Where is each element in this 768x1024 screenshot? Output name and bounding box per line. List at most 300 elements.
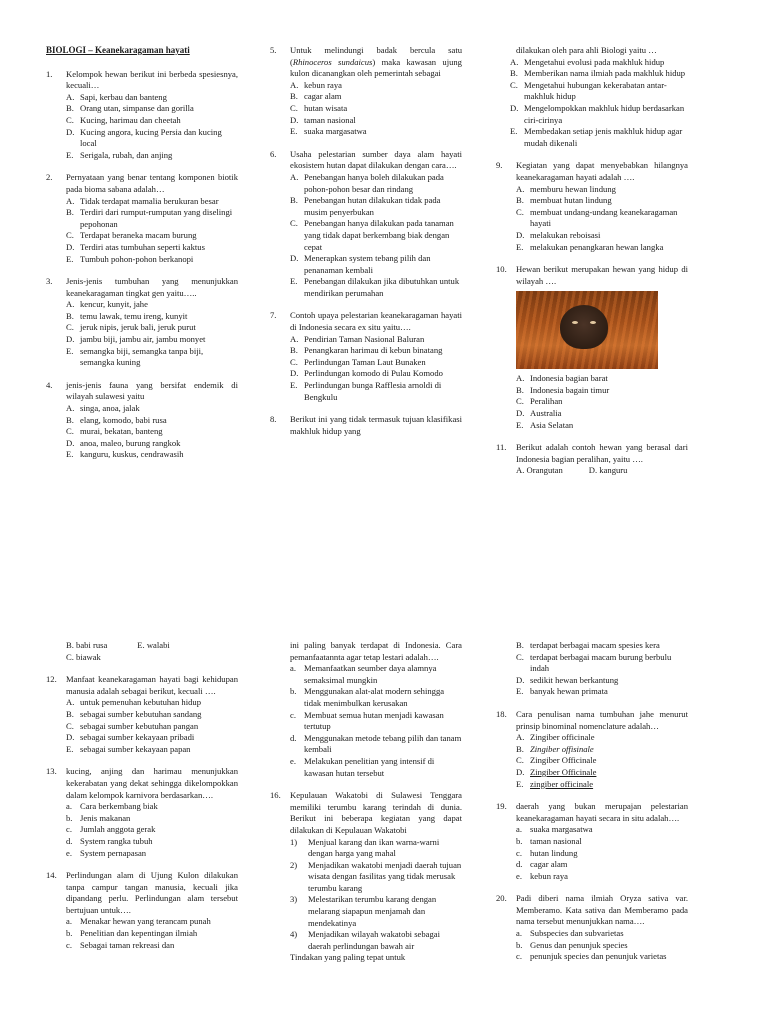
option-text: Genus dan penunjuk species <box>530 939 628 950</box>
option[interactable] <box>516 408 688 420</box>
option-text: Kucing angora, kucing Persia dan kucing local <box>80 126 222 149</box>
option[interactable] <box>516 230 688 242</box>
option-letter: A. <box>290 79 299 90</box>
option-letter: D. <box>66 334 75 345</box>
option-text: jambu biji, jambu air, jambu monyet <box>80 334 206 345</box>
option-text: penunjuk species dan penunjuk varietas <box>530 951 667 962</box>
option-letter: B. <box>66 207 74 218</box>
question-text: Kegiatan yang dapat menyebabkan hilangnya keanekaragaman hayati adalah …. <box>516 160 688 182</box>
option[interactable] <box>516 396 688 408</box>
statement-number: 3) <box>290 894 298 905</box>
option-text: Menerapkan system tebang pilih dan penanaman kembali <box>304 253 431 275</box>
question-text: Hewan berikut merupakan hewan yang hidup di wilayah …. <box>516 264 688 286</box>
question-text: jenis-jenis fauna yang bersifat endemik di wilayah sulawesi yaitu <box>66 379 238 402</box>
column-1-bottom <box>46 640 238 962</box>
option-letter: E. <box>66 253 74 264</box>
option[interactable] <box>510 126 688 149</box>
option[interactable] <box>290 172 462 195</box>
option-text: Membuat semua hutan menjadi kawasan tertutup <box>304 709 444 732</box>
option-text: Peralihan <box>530 396 563 407</box>
question-text-part: ) maka kawasan ujung kulon dicanangkan oleh pemerintah sebagai <box>290 56 462 79</box>
option[interactable] <box>66 940 238 952</box>
question-20 <box>496 893 688 963</box>
option-letter: C. <box>66 720 74 731</box>
question-text: Jenis-jenis tumbuhan yang menunjukkan keanekaragaman tingkat gen yaitu….. <box>66 276 238 298</box>
question-text: Berikut ini yang tidak termasuk tujuan klasifikasi makhluk hidup yang <box>290 414 462 436</box>
option-letter: E. <box>66 449 74 460</box>
option[interactable] <box>290 334 462 346</box>
option-text: Terdapat beraneka macam burung <box>80 230 197 241</box>
option-text: Kucing, harimau dan cheetah <box>80 114 181 125</box>
question-9 <box>496 160 688 253</box>
option-letter: A. <box>516 373 525 384</box>
option[interactable] <box>290 368 462 380</box>
option-text: Zingiber Officinale <box>530 755 597 766</box>
option[interactable] <box>66 299 238 311</box>
options <box>516 640 688 698</box>
option-text: temu lawak, temu ireng, kunyit <box>80 310 188 321</box>
option-text: Perlindungan bunga Rafflesia arnoldi di Bengkulu <box>304 380 442 402</box>
option-letter: a. <box>66 916 72 927</box>
option[interactable] <box>66 196 238 208</box>
option[interactable] <box>516 848 688 860</box>
option[interactable] <box>66 150 238 162</box>
option[interactable] <box>516 184 688 196</box>
question-number: 2. <box>46 172 53 183</box>
option[interactable] <box>66 242 238 254</box>
option-text: sebagai sumber kebutuhan sandang <box>80 708 202 719</box>
option[interactable] <box>66 813 238 825</box>
option[interactable] <box>66 346 238 369</box>
option-letter: d. <box>66 835 73 846</box>
question-text: Pernyataan yang benar tentang komponen biotik pada bioma sabana adalah… <box>66 172 238 194</box>
options <box>516 824 688 882</box>
question-text: Usaha pelestarian sumber daya alam hayati ekosistem hutan dapat dilakukan dengan cara…. <box>290 148 462 171</box>
option-letter: B. <box>66 708 74 719</box>
option-letter: E. <box>66 345 74 356</box>
option[interactable] <box>290 733 462 756</box>
option-letter: d. <box>290 732 297 743</box>
option[interactable] <box>66 697 238 709</box>
option-text: melakukan reboisasi <box>530 229 601 240</box>
option[interactable] <box>290 126 462 138</box>
question-11-continued <box>46 640 238 663</box>
question-number: 1. <box>46 68 53 79</box>
option-text: Serigala, rubah, dan anjing <box>80 149 173 160</box>
option-letter: C. <box>66 230 74 241</box>
option-text: Zingiber Officinale <box>530 766 597 777</box>
option-letter: c. <box>290 709 296 720</box>
column-2-top <box>270 45 462 448</box>
option-text: sebagai sumber kekayaan pribadi <box>80 732 195 743</box>
option-text: Penelitian dan kepentingan ilmiah <box>80 928 198 939</box>
option-text: terdapat berbagai macam spesies kera <box>530 640 660 650</box>
option[interactable] <box>516 652 688 675</box>
option[interactable] <box>66 103 238 115</box>
option-letter: A. <box>290 333 299 344</box>
option-letter: C. <box>290 356 298 367</box>
option-letter: D. <box>66 126 75 137</box>
option[interactable] <box>516 373 688 385</box>
option[interactable] <box>290 663 462 686</box>
option-letter: E. <box>290 276 298 287</box>
option-letter: d. <box>516 859 523 870</box>
option-letter: b. <box>516 939 523 950</box>
option-text: jeruk nipis, jeruk bali, jeruk purut <box>80 322 196 333</box>
option-text: Tumbuh pohon-pohon berkanopi <box>80 253 194 264</box>
option[interactable] <box>510 103 688 126</box>
option-text: terdapat berbagai macam burung berbulu indah <box>530 651 672 674</box>
option-text: Penebangan dilakukan jika dibutuhkan untuk mendirikan perumahan <box>304 276 460 298</box>
option[interactable] <box>290 380 462 403</box>
option[interactable] <box>290 276 462 299</box>
question-10 <box>496 264 688 431</box>
option-text: Sapi, kerbau dan banteng <box>80 91 167 102</box>
question-tail: Tindakan yang paling tepat untuk <box>290 952 406 963</box>
options <box>66 196 238 266</box>
options <box>66 640 238 652</box>
option-letter: B. <box>290 345 298 356</box>
option[interactable] <box>290 357 462 369</box>
option-letter: E. <box>66 149 74 160</box>
option[interactable] <box>516 779 688 791</box>
option-letter: D. <box>66 437 75 448</box>
option[interactable] <box>516 859 688 871</box>
option[interactable] <box>66 115 238 127</box>
option-text: zingiber officinale <box>530 778 594 789</box>
option-letter: e. <box>290 755 296 766</box>
option[interactable] <box>290 195 462 218</box>
statement <box>290 894 462 929</box>
option-b[interactable]: B. babi rusa <box>66 640 108 650</box>
option[interactable] <box>66 92 238 104</box>
question-text: Manfaat keanekaragaman hayati bagi kehidupan manusia adalah sebagai berikut, kecuali …. <box>66 674 238 696</box>
option[interactable] <box>290 115 462 127</box>
question-17-continued <box>496 640 688 698</box>
question-15-continued <box>270 640 462 779</box>
option-text: Membedakan setiap jenis makhluk hidup agar mudah dikenali <box>524 126 683 148</box>
option-text: Memberikan nama ilmiah pada makhluk hidup <box>524 68 686 79</box>
question-7 <box>270 310 462 403</box>
orangutan-face <box>560 305 608 349</box>
option-e[interactable]: E. walabi <box>137 640 170 650</box>
option[interactable] <box>516 755 688 767</box>
option[interactable] <box>290 253 462 276</box>
option-text: Pendirian Taman Nasional Baluran <box>304 333 425 344</box>
option[interactable] <box>290 345 462 357</box>
option-letter: c. <box>516 951 522 962</box>
option[interactable] <box>66 732 238 744</box>
option-letter: B. <box>66 414 74 425</box>
option-letter: E. <box>290 380 298 391</box>
scientific-name: Rhinoceros sundaicus <box>292 56 373 67</box>
statement-text: Menjadikan wakatobi menjadi daerah tujuan wisata dengan fasilitas yang tidak merusak terumbu karang <box>308 859 462 893</box>
question-text: daerah yang bukan merupajan pelestarian keanekaragaman hayati secara in situ adalah…. <box>516 801 688 823</box>
option[interactable] <box>66 824 238 836</box>
option-text: Terdiri dari rumput-rumputan yang diselingi pepohonan <box>80 207 233 229</box>
column-3-bottom <box>496 640 688 974</box>
option-letter: b. <box>66 812 73 823</box>
option-letter: a. <box>290 663 296 674</box>
option[interactable] <box>516 836 688 848</box>
question-number: 16. <box>270 790 281 801</box>
question-number: 11. <box>496 442 507 453</box>
option-letter: D. <box>516 766 525 777</box>
question-18 <box>496 709 688 790</box>
option-letter: B. <box>510 68 518 79</box>
option-text: Memanfaatkan seumber daya alamnya semaksimal mungkin <box>304 663 437 685</box>
options <box>290 80 462 138</box>
option-text: sedikit hewan berkantung <box>530 674 619 685</box>
option-text: suaka margasatwa <box>530 824 593 835</box>
option-letter: E. <box>510 126 518 137</box>
question-number: 13. <box>46 766 57 777</box>
option-text: Orang utan, simpanse dan gorilla <box>80 103 194 114</box>
option-letter: b. <box>66 928 73 939</box>
option-letter: B. <box>516 640 524 650</box>
option-text: singa, anoa, jalak <box>80 403 140 414</box>
option-letter: A. <box>510 56 519 67</box>
option-letter: A. <box>66 299 75 310</box>
option-letter: b. <box>516 835 523 846</box>
question-8-continued <box>496 45 688 149</box>
option-text: taman nasional <box>304 114 356 125</box>
option-text: banyak hewan primata <box>530 686 608 697</box>
option-letter: e. <box>516 870 522 881</box>
option-text: Subspecies dan subvarietas <box>530 928 624 939</box>
option-letter: B. <box>516 384 524 395</box>
option-text: Penangkaran harimau di kebun binatang <box>304 345 443 356</box>
option[interactable] <box>66 836 238 848</box>
option-letter: E. <box>66 743 74 754</box>
option-text: Menggunakan metode tebang pilih dan tanam kembali <box>304 732 462 755</box>
option[interactable] <box>66 848 238 860</box>
option[interactable] <box>66 207 238 230</box>
column-2-bottom <box>270 640 462 975</box>
option-text: Perlindungan Taman Laut Bunaken <box>304 356 426 367</box>
option[interactable] <box>516 744 688 756</box>
option[interactable] <box>66 438 238 450</box>
option-letter: c. <box>66 824 72 835</box>
option-letter: D. <box>516 674 525 685</box>
option-letter: A. <box>516 732 525 743</box>
option-letter: B. <box>290 91 298 102</box>
option[interactable] <box>66 322 238 334</box>
statements <box>290 837 462 953</box>
option-text: taman nasional <box>530 835 582 846</box>
question-number: 20. <box>496 893 507 904</box>
option[interactable] <box>516 675 688 687</box>
option-text: hutan wisata <box>304 102 348 113</box>
option-text: kebun raya <box>304 79 342 90</box>
option[interactable] <box>66 230 238 242</box>
option[interactable] <box>516 928 688 940</box>
option-text: Indonesia bagain timur <box>530 384 610 395</box>
option[interactable] <box>66 721 238 733</box>
option[interactable] <box>516 195 688 207</box>
option-c[interactable]: C. biawak <box>66 651 101 662</box>
statement-number: 2) <box>290 859 298 870</box>
option-letter: A. <box>66 403 75 414</box>
option-letter: c. <box>516 847 522 858</box>
option-text: sebagai sumber kebutuhan pangan <box>80 720 199 731</box>
question-text: Contoh upaya pelestarian keanekaragaman hayati di Indonesia secara ex situ yaitu…. <box>290 310 462 333</box>
option-letter: C. <box>66 426 74 437</box>
option-text: untuk pemenuhan kebutuhan hidup <box>80 697 202 708</box>
question-11 <box>496 442 688 477</box>
option[interactable] <box>510 57 688 69</box>
option[interactable] <box>66 254 238 266</box>
option-text: Penebangan hutan dilakukan tidak pada musim penyerbukan <box>304 195 441 217</box>
option-text: Terdiri atas tumbuhan seperti kaktus <box>80 241 205 252</box>
option-text: memburu hewan lindung <box>530 183 616 194</box>
option[interactable] <box>510 80 688 103</box>
option[interactable] <box>290 218 462 253</box>
option-letter: D. <box>290 114 299 125</box>
question-number: 18. <box>496 708 507 719</box>
question-text: kucing, anjing dan harimau menunjukkan kekerabatan yang dekat sehingga dikelompokkan dalam kelompok karnivora berdasarkan…. <box>66 766 238 800</box>
option[interactable] <box>516 640 688 652</box>
option-text: kanguru, kuskus, cendrawasih <box>80 449 184 460</box>
option-text: membuat hutan lindung <box>530 195 612 206</box>
option[interactable] <box>290 756 462 779</box>
option-letter: E. <box>516 241 524 252</box>
option-letter: a. <box>516 824 522 835</box>
option[interactable] <box>516 242 688 254</box>
orangutan-photo <box>516 291 658 369</box>
option-letter: a. <box>516 928 522 939</box>
option[interactable] <box>510 68 688 80</box>
question-8 <box>270 414 462 437</box>
option-letter: A. <box>516 183 525 194</box>
option[interactable] <box>516 940 688 952</box>
question-number: 19. <box>496 801 507 812</box>
option[interactable] <box>516 385 688 397</box>
column-3-top <box>496 45 688 488</box>
option[interactable] <box>66 801 238 813</box>
option[interactable] <box>66 415 238 427</box>
question-number: 10. <box>496 264 507 275</box>
question-19 <box>496 801 688 882</box>
option-text: Penebangan hanya dilakukan pada tanaman yang tidak dapat berkembang biak dengan cepat <box>304 218 454 252</box>
statement-text: Melestarikan terumbu karang dengan melarang siapapun menjamah dan mendekatinya <box>308 894 437 928</box>
question-1 <box>46 69 238 162</box>
option-letter: a. <box>66 801 72 812</box>
options <box>66 697 238 755</box>
option[interactable] <box>66 916 238 928</box>
question-number: 7. <box>270 310 277 321</box>
option-text: kencur, kunyit, jahe <box>80 299 148 310</box>
question-16 <box>270 790 462 964</box>
option-text: Jenis makanan <box>80 812 131 823</box>
option[interactable] <box>290 710 462 733</box>
option-text: semangka biji, semangka tanpa biji, semangka kuning <box>80 345 204 368</box>
options <box>290 663 462 779</box>
option-letter: D. <box>290 253 299 264</box>
option-letter: D. <box>516 229 525 240</box>
option-text: Menakar hewan yang terancam punah <box>80 916 211 927</box>
option-text: melakukan penangkaran hewan langka <box>530 241 664 252</box>
options <box>516 465 688 477</box>
option[interactable] <box>66 449 238 461</box>
option-text: sebagai sumber kekayaan papan <box>80 743 191 754</box>
option[interactable] <box>290 80 462 92</box>
option[interactable] <box>66 744 238 756</box>
option-a[interactable]: A. Orangutan <box>516 465 563 476</box>
option[interactable] <box>66 334 238 346</box>
option-letter: c. <box>66 939 72 950</box>
question-2 <box>46 172 238 265</box>
question-text: Kepulauan Wakatobi di Sulawesi Tenggara memiliki terumbu karang terindah di dunia. Berikut ini beberapa kegiatan yang dapat dilakukan di Kepulauan Wakatobi <box>290 790 462 835</box>
option-letter: A. <box>66 91 75 102</box>
option-text: membuat undang-undang keanekaragaman hayati <box>530 206 678 229</box>
question-text: dilakukan oleh para ahli Biologi yaitu … <box>516 45 657 55</box>
option[interactable] <box>66 426 238 438</box>
question-number: 9. <box>496 160 503 171</box>
option-text: cagar alam <box>530 859 568 870</box>
question-number: 12. <box>46 674 57 685</box>
option-letter: C. <box>516 755 524 766</box>
option[interactable] <box>516 871 688 883</box>
question-4 <box>46 380 238 461</box>
option-letter: A. <box>66 195 75 206</box>
option-letter: b. <box>290 686 297 697</box>
option-text: kebun raya <box>530 870 568 881</box>
option-text: Sebagai taman rekreasi dan <box>80 939 175 950</box>
option-text: Melakukan penelitian yang intensif di kawasan hutan tersebut <box>304 755 435 778</box>
option[interactable] <box>66 403 238 415</box>
option[interactable] <box>290 103 462 115</box>
option[interactable] <box>66 127 238 150</box>
option[interactable] <box>516 951 688 963</box>
option[interactable] <box>290 91 462 103</box>
question-text: Perlindungan alam di Ujung Kulon dilakukan tanpa campur tangan manusia, kecuali jika dipandang perlu. Perlindungan alam tersebut bertujuan untuk…. <box>66 870 238 915</box>
options <box>290 334 462 404</box>
option-text: Jumlah anggota gerak <box>80 824 156 835</box>
option-text: Zingiber offisinale <box>530 743 594 754</box>
options <box>516 184 688 254</box>
option-letter: B. <box>66 103 74 114</box>
option[interactable] <box>66 709 238 721</box>
option-text: Indonesia bagian barat <box>530 373 608 384</box>
question-number: 6. <box>270 148 277 159</box>
question-14 <box>46 870 238 951</box>
option[interactable] <box>66 928 238 940</box>
option-letter: C. <box>66 114 74 125</box>
option[interactable] <box>516 420 688 432</box>
question-3 <box>46 276 238 369</box>
question-text: Cara penulisan nama tumbuhan jahe menurut prinsip binominal nomenclature adalah… <box>516 708 688 731</box>
option[interactable] <box>516 732 688 744</box>
question-text-part: Untuk melindungi badak bercula satu ( <box>290 45 462 67</box>
question-5 <box>270 45 462 138</box>
options <box>516 928 688 963</box>
option[interactable] <box>66 311 238 323</box>
question-text <box>290 45 462 80</box>
column-1-top <box>46 45 238 472</box>
option-letter: D. <box>290 368 299 379</box>
statement-text: Menjadikan wilayah wakatobi sebagai daerah perlindungan bawah air <box>308 929 440 951</box>
option[interactable] <box>516 824 688 836</box>
option[interactable] <box>290 686 462 709</box>
option-letter: E. <box>516 778 524 789</box>
option-letter: C. <box>516 396 524 407</box>
option[interactable] <box>516 686 688 698</box>
option-d[interactable]: D. kanguru <box>588 465 628 476</box>
option[interactable] <box>516 767 688 779</box>
option-text: Australia <box>530 408 562 419</box>
option[interactable] <box>516 207 688 230</box>
